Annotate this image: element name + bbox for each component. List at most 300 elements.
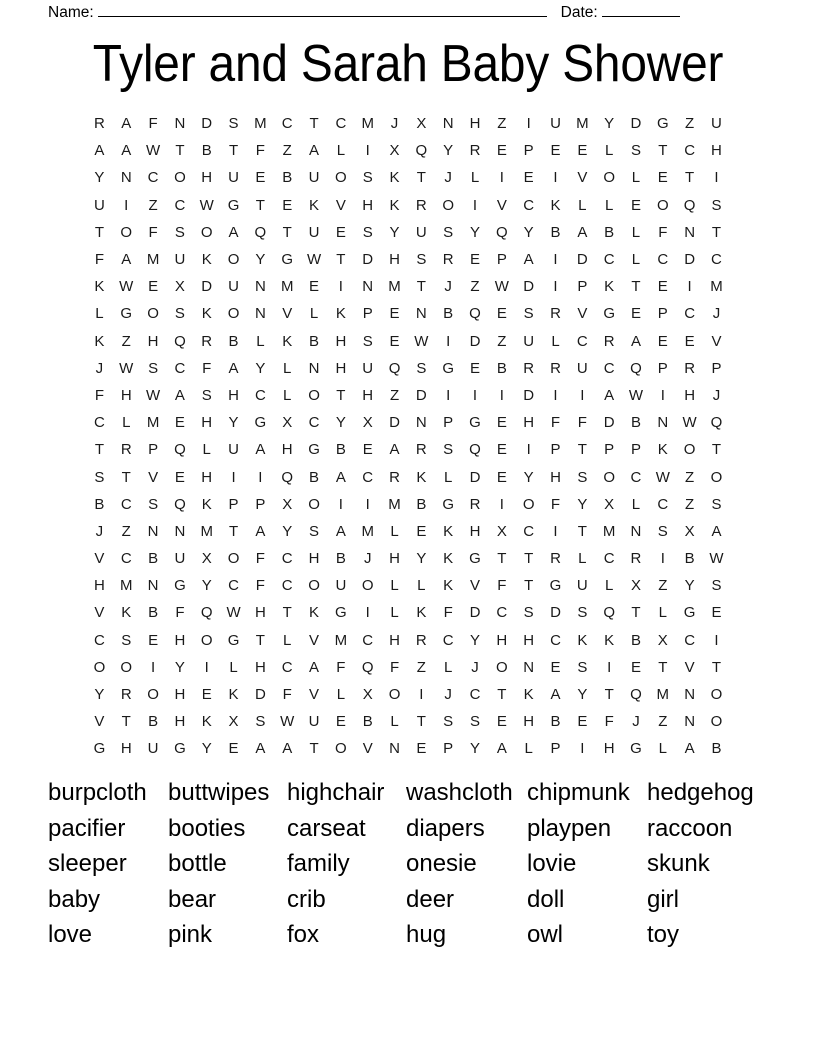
grid-cell[interactable]: E: [255, 169, 266, 187]
grid-cell[interactable]: P: [657, 359, 668, 377]
grid-cell[interactable]: C: [281, 115, 293, 133]
grid-cell[interactable]: D: [603, 414, 615, 432]
grid-cell[interactable]: Y: [470, 740, 481, 758]
grid-cell[interactable]: E: [496, 305, 507, 323]
grid-cell[interactable]: P: [443, 414, 454, 432]
grid-cell[interactable]: L: [283, 631, 292, 649]
grid-cell[interactable]: H: [523, 713, 535, 731]
grid-cell[interactable]: L: [524, 740, 533, 758]
grid-cell[interactable]: E: [282, 196, 293, 214]
grid-cell[interactable]: S: [443, 441, 454, 459]
grid-cell[interactable]: H: [335, 359, 347, 377]
grid-cell[interactable]: Q: [200, 604, 213, 622]
grid-cell[interactable]: L: [444, 658, 453, 676]
grid-cell[interactable]: L: [578, 196, 587, 214]
grid-cell[interactable]: B: [282, 169, 293, 187]
grid-cell[interactable]: J: [95, 522, 104, 540]
grid-cell[interactable]: T: [175, 142, 185, 160]
grid-cell[interactable]: X: [228, 713, 239, 731]
grid-cell[interactable]: B: [228, 332, 239, 350]
grid-cell[interactable]: E: [630, 658, 641, 676]
grid-cell[interactable]: S: [470, 713, 481, 731]
grid-cell[interactable]: C: [603, 251, 615, 269]
grid-cell[interactable]: L: [202, 441, 211, 459]
grid-cell[interactable]: H: [469, 522, 481, 540]
grid-cell[interactable]: J: [632, 713, 640, 731]
grid-cell[interactable]: E: [496, 468, 507, 486]
grid-cell[interactable]: O: [147, 305, 159, 323]
grid-cell[interactable]: T: [685, 169, 695, 187]
grid-cell[interactable]: S: [711, 196, 722, 214]
grid-cell[interactable]: N: [362, 278, 374, 296]
grid-cell[interactable]: E: [362, 441, 373, 459]
grid-cell[interactable]: U: [335, 577, 347, 595]
grid-cell[interactable]: F: [443, 604, 453, 622]
grid-cell[interactable]: S: [711, 495, 722, 513]
grid-cell[interactable]: G: [469, 550, 481, 568]
grid-cell[interactable]: Y: [604, 115, 615, 133]
grid-cell[interactable]: C: [174, 359, 186, 377]
grid-cell[interactable]: I: [499, 495, 504, 513]
grid-cell[interactable]: G: [281, 251, 294, 269]
grid-cell[interactable]: S: [443, 713, 454, 731]
grid-cell[interactable]: Y: [282, 522, 293, 540]
grid-cell[interactable]: K: [577, 631, 588, 649]
grid-cell[interactable]: E: [148, 278, 159, 296]
grid-cell[interactable]: C: [120, 550, 132, 568]
grid-cell[interactable]: Y: [255, 359, 266, 377]
grid-cell[interactable]: B: [201, 142, 212, 160]
grid-cell[interactable]: O: [603, 468, 615, 486]
grid-cell[interactable]: E: [630, 196, 641, 214]
grid-cell[interactable]: A: [523, 251, 534, 269]
grid-cell[interactable]: R: [523, 359, 535, 377]
grid-cell[interactable]: I: [580, 386, 585, 404]
grid-cell[interactable]: R: [120, 686, 132, 704]
word-list-item[interactable]: burpcloth: [48, 779, 147, 806]
grid-cell[interactable]: P: [630, 441, 641, 459]
grid-cell[interactable]: B: [711, 740, 722, 758]
word-list-item[interactable]: skunk: [647, 850, 710, 878]
grid-cell[interactable]: P: [550, 441, 561, 459]
grid-cell[interactable]: L: [229, 658, 238, 676]
grid-cell[interactable]: T: [309, 115, 319, 133]
grid-cell[interactable]: Y: [684, 577, 695, 595]
grid-cell[interactable]: N: [657, 414, 669, 432]
grid-cell[interactable]: N: [684, 713, 696, 731]
grid-cell[interactable]: L: [551, 332, 560, 350]
grid-cell[interactable]: Q: [710, 414, 723, 432]
grid-cell[interactable]: C: [442, 631, 454, 649]
grid-cell[interactable]: L: [658, 604, 667, 622]
grid-cell[interactable]: S: [577, 468, 588, 486]
grid-cell[interactable]: D: [201, 278, 213, 296]
grid-cell[interactable]: K: [309, 196, 320, 214]
grid-cell[interactable]: W: [199, 196, 214, 214]
grid-cell[interactable]: I: [714, 631, 719, 649]
grid-cell[interactable]: U: [174, 550, 186, 568]
grid-cell[interactable]: T: [228, 522, 239, 540]
grid-cell[interactable]: K: [443, 522, 454, 540]
grid-cell[interactable]: X: [496, 522, 507, 540]
word-list-item[interactable]: baby: [48, 885, 101, 913]
grid-cell[interactable]: T: [577, 522, 587, 540]
grid-cell[interactable]: I: [553, 251, 558, 269]
grid-cell[interactable]: I: [365, 604, 370, 622]
grid-cell[interactable]: Y: [470, 223, 481, 241]
word-list-item[interactable]: playpen: [527, 814, 612, 842]
grid-cell[interactable]: L: [390, 604, 399, 622]
grid-cell[interactable]: A: [94, 142, 105, 160]
grid-cell[interactable]: K: [657, 441, 668, 459]
grid-cell[interactable]: O: [200, 631, 213, 649]
grid-cell[interactable]: X: [201, 550, 212, 568]
grid-cell[interactable]: K: [121, 604, 132, 622]
grid-cell[interactable]: R: [550, 359, 561, 377]
grid-cell[interactable]: P: [657, 305, 668, 323]
grid-cell[interactable]: R: [389, 468, 400, 486]
grid-cell[interactable]: O: [308, 495, 320, 513]
grid-cell[interactable]: S: [362, 223, 373, 241]
grid-cell[interactable]: B: [94, 495, 105, 513]
grid-cell[interactable]: P: [577, 278, 588, 296]
grid-cell[interactable]: T: [497, 550, 507, 568]
grid-cell[interactable]: W: [709, 550, 724, 568]
grid-cell[interactable]: K: [604, 278, 615, 296]
grid-cell[interactable]: V: [94, 713, 105, 731]
grid-cell[interactable]: V: [309, 686, 320, 704]
grid-cell[interactable]: C: [603, 550, 615, 568]
grid-cell[interactable]: C: [281, 658, 293, 676]
grid-cell[interactable]: O: [227, 305, 240, 323]
grid-cell[interactable]: A: [604, 386, 615, 404]
grid-cell[interactable]: K: [201, 495, 212, 513]
grid-cell[interactable]: T: [416, 169, 426, 187]
grid-cell[interactable]: R: [603, 332, 615, 350]
grid-cell[interactable]: D: [415, 386, 427, 404]
grid-cell[interactable]: W: [226, 604, 241, 622]
grid-cell[interactable]: I: [365, 142, 370, 160]
grid-cell[interactable]: I: [446, 332, 451, 350]
grid-cell[interactable]: E: [416, 522, 427, 540]
grid-cell[interactable]: T: [309, 740, 319, 758]
grid-cell[interactable]: H: [335, 332, 347, 350]
word-list-item[interactable]: booties: [168, 814, 246, 842]
grid-cell[interactable]: V: [94, 550, 105, 568]
grid-cell[interactable]: Z: [121, 522, 131, 540]
grid-cell[interactable]: Y: [94, 169, 105, 187]
grid-cell[interactable]: Z: [470, 278, 480, 296]
grid-cell[interactable]: B: [443, 305, 454, 323]
grid-cell[interactable]: S: [174, 223, 185, 241]
grid-cell[interactable]: S: [523, 604, 534, 622]
grid-cell[interactable]: F: [550, 495, 561, 513]
grid-cell[interactable]: I: [472, 196, 478, 214]
grid-cell[interactable]: E: [657, 332, 668, 350]
grid-cell[interactable]: L: [444, 468, 453, 486]
grid-cell[interactable]: F: [94, 251, 104, 269]
grid-cell[interactable]: W: [145, 142, 161, 160]
grid-cell[interactable]: B: [550, 223, 561, 241]
grid-cell[interactable]: U: [415, 223, 427, 241]
word-search-grid[interactable]: [86, 110, 730, 763]
grid-cell[interactable]: Q: [496, 223, 508, 241]
grid-cell[interactable]: A: [309, 658, 320, 676]
grid-cell[interactable]: H: [389, 631, 400, 649]
grid-cell[interactable]: L: [256, 332, 265, 350]
grid-cell[interactable]: S: [657, 522, 668, 540]
grid-cell[interactable]: I: [231, 468, 236, 486]
grid-cell[interactable]: E: [657, 278, 668, 296]
grid-cell[interactable]: D: [469, 332, 481, 350]
word-list-item[interactable]: buttwipes: [168, 779, 270, 806]
grid-cell[interactable]: N: [630, 522, 642, 540]
grid-cell[interactable]: Q: [469, 305, 481, 323]
grid-cell[interactable]: C: [469, 686, 481, 704]
grid-cell[interactable]: F: [148, 115, 158, 133]
grid-cell[interactable]: H: [228, 386, 239, 404]
grid-cell[interactable]: R: [415, 441, 427, 459]
grid-cell[interactable]: F: [175, 604, 185, 622]
grid-cell[interactable]: L: [604, 196, 614, 214]
grid-cell[interactable]: K: [94, 278, 105, 296]
grid-cell[interactable]: O: [683, 441, 696, 459]
grid-cell[interactable]: N: [442, 115, 454, 133]
grid-cell[interactable]: C: [362, 631, 374, 649]
grid-cell[interactable]: Y: [523, 468, 534, 486]
grid-cell[interactable]: N: [523, 658, 535, 676]
grid-cell[interactable]: V: [335, 196, 346, 214]
grid-cell[interactable]: A: [496, 740, 507, 758]
word-list-item[interactable]: toy: [647, 921, 680, 949]
grid-cell[interactable]: U: [174, 251, 186, 269]
word-list-item[interactable]: bear: [168, 885, 217, 913]
grid-cell[interactable]: Y: [201, 740, 212, 758]
word-list-item[interactable]: pacifier: [48, 814, 126, 842]
grid-cell[interactable]: Z: [658, 713, 668, 731]
word-list-item[interactable]: onesie: [406, 850, 477, 878]
grid-cell[interactable]: B: [148, 604, 159, 622]
grid-cell[interactable]: S: [309, 522, 320, 540]
grid-cell[interactable]: K: [389, 169, 400, 187]
grid-cell[interactable]: H: [523, 631, 535, 649]
grid-cell[interactable]: C: [523, 522, 535, 540]
grid-cell[interactable]: E: [228, 740, 239, 758]
grid-cell[interactable]: Y: [443, 142, 454, 160]
grid-cell[interactable]: S: [201, 386, 212, 404]
word-list-item[interactable]: lovie: [527, 850, 577, 878]
grid-cell[interactable]: S: [362, 169, 373, 187]
word-list-item[interactable]: diapers: [406, 814, 485, 842]
grid-cell[interactable]: Y: [416, 550, 427, 568]
word-list-item[interactable]: hedgehog: [647, 779, 754, 806]
grid-cell[interactable]: N: [684, 686, 696, 704]
grid-cell[interactable]: Q: [469, 441, 481, 459]
grid-cell[interactable]: J: [712, 386, 721, 404]
word-list-item[interactable]: chipmunk: [527, 779, 630, 806]
grid-cell[interactable]: W: [628, 386, 644, 404]
grid-cell[interactable]: T: [282, 223, 292, 241]
grid-cell[interactable]: K: [443, 577, 454, 595]
grid-cell[interactable]: A: [228, 223, 239, 241]
grid-cell[interactable]: I: [124, 196, 129, 214]
grid-cell[interactable]: V: [711, 332, 722, 350]
grid-cell[interactable]: U: [711, 115, 722, 133]
grid-cell[interactable]: F: [255, 577, 265, 595]
grid-cell[interactable]: E: [416, 740, 427, 758]
grid-cell[interactable]: I: [204, 658, 209, 676]
grid-cell[interactable]: Z: [658, 577, 668, 595]
grid-cell[interactable]: J: [95, 359, 104, 377]
grid-cell[interactable]: T: [524, 550, 534, 568]
grid-cell[interactable]: G: [630, 740, 642, 758]
grid-cell[interactable]: K: [550, 196, 561, 214]
grid-cell[interactable]: N: [174, 115, 186, 133]
grid-cell[interactable]: M: [388, 278, 401, 296]
grid-cell[interactable]: C: [93, 631, 105, 649]
grid-cell[interactable]: U: [228, 278, 239, 296]
grid-cell[interactable]: A: [335, 468, 346, 486]
grid-cell[interactable]: A: [335, 522, 346, 540]
grid-cell[interactable]: T: [228, 142, 239, 160]
grid-cell[interactable]: A: [282, 740, 293, 758]
grid-cell[interactable]: U: [362, 359, 374, 377]
grid-cell[interactable]: B: [309, 468, 320, 486]
grid-cell[interactable]: I: [526, 441, 531, 459]
grid-cell[interactable]: L: [578, 550, 587, 568]
grid-cell[interactable]: N: [147, 577, 159, 595]
grid-cell[interactable]: O: [147, 686, 159, 704]
grid-cell[interactable]: L: [604, 142, 614, 160]
grid-cell[interactable]: P: [550, 740, 561, 758]
grid-cell[interactable]: O: [335, 169, 347, 187]
grid-cell[interactable]: N: [415, 305, 427, 323]
grid-cell[interactable]: L: [470, 169, 480, 187]
grid-cell[interactable]: E: [309, 278, 320, 296]
grid-cell[interactable]: V: [496, 196, 507, 214]
grid-cell[interactable]: L: [631, 251, 641, 269]
grid-cell[interactable]: B: [148, 713, 159, 731]
grid-cell[interactable]: C: [684, 142, 696, 160]
grid-cell[interactable]: F: [550, 414, 561, 432]
grid-cell[interactable]: G: [254, 414, 267, 432]
grid-cell[interactable]: X: [282, 495, 293, 513]
grid-cell[interactable]: H: [254, 658, 266, 676]
grid-cell[interactable]: Q: [174, 495, 186, 513]
grid-cell[interactable]: L: [336, 686, 346, 704]
grid-cell[interactable]: T: [658, 658, 668, 676]
grid-cell[interactable]: V: [282, 305, 293, 323]
grid-cell[interactable]: J: [444, 278, 452, 296]
grid-cell[interactable]: F: [148, 223, 158, 241]
grid-cell[interactable]: L: [283, 359, 292, 377]
grid-cell[interactable]: I: [446, 386, 451, 404]
grid-cell[interactable]: K: [309, 604, 320, 622]
grid-cell[interactable]: K: [416, 604, 427, 622]
grid-cell[interactable]: T: [711, 658, 722, 676]
grid-cell[interactable]: B: [630, 414, 641, 432]
grid-cell[interactable]: F: [255, 142, 265, 160]
grid-cell[interactable]: I: [660, 386, 665, 404]
grid-cell[interactable]: I: [687, 278, 692, 296]
grid-cell[interactable]: I: [499, 169, 504, 187]
grid-cell[interactable]: S: [416, 359, 427, 377]
grid-cell[interactable]: M: [602, 522, 616, 540]
grid-cell[interactable]: L: [390, 577, 399, 595]
grid-cell[interactable]: F: [389, 658, 400, 676]
grid-cell[interactable]: V: [577, 169, 588, 187]
grid-cell[interactable]: A: [684, 740, 695, 758]
grid-cell[interactable]: A: [121, 142, 132, 160]
grid-cell[interactable]: I: [553, 386, 558, 404]
grid-cell[interactable]: D: [254, 686, 266, 704]
grid-cell[interactable]: G: [174, 740, 186, 758]
grid-cell[interactable]: S: [148, 359, 159, 377]
grid-cell[interactable]: E: [174, 414, 185, 432]
grid-cell[interactable]: K: [94, 332, 105, 350]
grid-cell[interactable]: E: [711, 604, 722, 622]
grid-cell[interactable]: F: [658, 223, 668, 241]
grid-cell[interactable]: W: [655, 468, 670, 486]
grid-cell[interactable]: O: [442, 196, 455, 214]
grid-cell[interactable]: U: [147, 740, 159, 758]
word-list-item[interactable]: sleeper: [48, 850, 127, 878]
word-list-item[interactable]: fox: [287, 921, 320, 949]
word-list-item[interactable]: owl: [527, 921, 564, 949]
grid-cell[interactable]: U: [308, 169, 320, 187]
grid-cell[interactable]: O: [174, 169, 186, 187]
grid-cell[interactable]: G: [683, 604, 696, 622]
grid-cell[interactable]: L: [390, 522, 399, 540]
grid-cell[interactable]: I: [472, 386, 478, 404]
word-list-item[interactable]: doll: [527, 885, 565, 913]
grid-cell[interactable]: M: [254, 115, 267, 133]
grid-cell[interactable]: C: [496, 604, 508, 622]
grid-cell[interactable]: G: [93, 740, 106, 758]
grid-cell[interactable]: E: [523, 169, 534, 187]
grid-cell[interactable]: Z: [685, 468, 695, 486]
word-list-item[interactable]: hug: [406, 921, 447, 949]
grid-cell[interactable]: G: [442, 495, 455, 513]
grid-cell[interactable]: P: [148, 441, 159, 459]
grid-cell[interactable]: K: [416, 468, 427, 486]
word-list-item[interactable]: bottle: [168, 850, 227, 878]
grid-cell[interactable]: R: [120, 441, 132, 459]
grid-cell[interactable]: C: [603, 359, 615, 377]
grid-cell[interactable]: P: [523, 142, 534, 160]
grid-cell[interactable]: L: [631, 223, 641, 241]
grid-cell[interactable]: Q: [174, 441, 186, 459]
grid-cell[interactable]: E: [470, 251, 481, 269]
grid-cell[interactable]: A: [630, 332, 641, 350]
grid-cell[interactable]: K: [201, 305, 212, 323]
grid-cell[interactable]: X: [282, 414, 293, 432]
grid-cell[interactable]: E: [550, 658, 561, 676]
grid-cell[interactable]: G: [227, 196, 240, 214]
grid-cell[interactable]: T: [255, 196, 265, 214]
grid-cell[interactable]: Z: [685, 495, 695, 513]
grid-cell[interactable]: P: [604, 441, 615, 459]
grid-cell[interactable]: O: [522, 495, 535, 513]
grid-cell[interactable]: O: [361, 577, 374, 595]
grid-cell[interactable]: T: [658, 142, 668, 160]
name-input-line[interactable]: [98, 3, 547, 17]
grid-cell[interactable]: R: [469, 495, 481, 513]
grid-cell[interactable]: S: [630, 142, 641, 160]
grid-cell[interactable]: O: [120, 223, 133, 241]
grid-cell[interactable]: H: [523, 414, 535, 432]
grid-cell[interactable]: E: [496, 441, 507, 459]
